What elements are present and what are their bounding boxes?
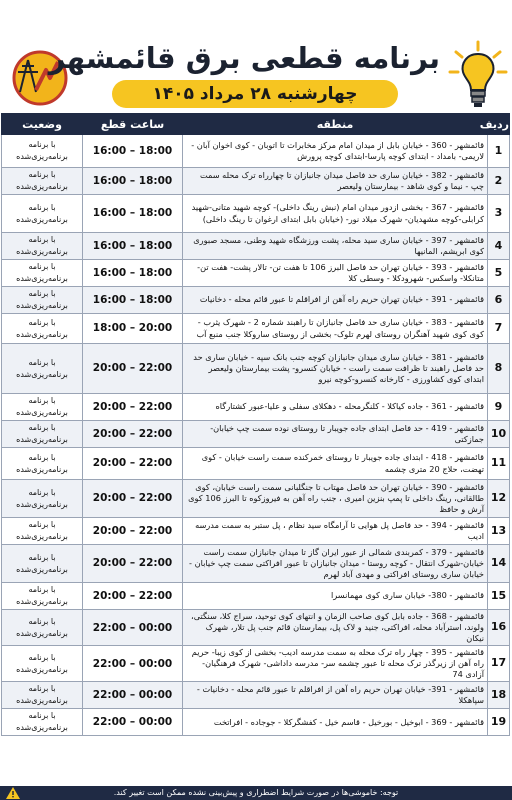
row-area: قائمشهر - 381 - خیابان ساری میدان جانبازان کوچه جنب بانک سپه - خیابان ساری حد حد فاصل راهبند تا ظرافت سمت راست - خیابان کنسرو- پشت بیمارستان ولیعصر ابتدای کوی کشاورزی - کارخانه کنسرو-کوچه نیرو xyxy=(183,344,488,394)
row-outage-time: 16:00 – 18:00 xyxy=(83,260,183,287)
row-area: قائمشهر - 360 - خیابان بابل از میدان امام مرکز مخابرات تا اتوبان - کوی اخوان آبان - لاریمی- بامداد - ابتدای کوچه پارسا-ابتدای کوچه پرورش xyxy=(183,135,488,168)
row-outage-time: 16:00 – 18:00 xyxy=(83,233,183,260)
row-area: قائمشهر - 367 - بخشی ازدور میدان امام (نبش رینگ داخلی)- کوچه شهید متانی-شهید کرابلی-کوچه مشهدیان- شهرک میلاد نور- (خیابان بابل ابتدای ارغوان تا رینگ داخلی) xyxy=(183,195,488,233)
table-row xyxy=(2,709,510,736)
outage-table xyxy=(1,113,510,736)
warning-icon xyxy=(6,787,20,799)
row-status: با برنامه برنامه‌ریزی‌شده xyxy=(2,314,83,344)
row-status: با برنامه برنامه‌ریزی‌شده xyxy=(2,260,83,287)
row-number: 2 xyxy=(488,168,510,195)
table-row xyxy=(2,421,510,448)
table-row xyxy=(2,394,510,421)
row-outage-time: 20:00 – 22:00 xyxy=(83,421,183,448)
row-status: با برنامه برنامه‌ریزی‌شده xyxy=(2,233,83,260)
table-row xyxy=(2,168,510,195)
row-area: قائمشهر - 394 - حد فاصل پل هوایی تا آرامگاه سید نظام ، پل ستبر به سمت مدرسه ادیب xyxy=(183,518,488,545)
row-number: 11 xyxy=(488,448,510,480)
row-status: با برنامه برنامه‌ریزی‌شده xyxy=(2,518,83,545)
row-area: قائمشهر - 361 - جاده کیاکلا - کلنگرمحله - دهکلای سفلی و علیا-عبور کشتارگاه xyxy=(183,394,488,421)
row-outage-time: 16:00 – 18:00 xyxy=(83,168,183,195)
header-row-number: ردیف xyxy=(488,114,510,135)
table-row xyxy=(2,344,510,394)
table-row xyxy=(2,314,510,344)
row-number: 3 xyxy=(488,195,510,233)
row-outage-time: 20:00 – 22:00 xyxy=(83,545,183,583)
row-number: 7 xyxy=(488,314,510,344)
row-status: با برنامه برنامه‌ریزی‌شده xyxy=(2,480,83,518)
row-outage-time: 20:00 – 22:00 xyxy=(83,583,183,610)
row-outage-time: 20:00 – 22:00 xyxy=(83,344,183,394)
table-row xyxy=(2,287,510,314)
table-row xyxy=(2,583,510,610)
row-status: با برنامه برنامه‌ریزی‌شده xyxy=(2,682,83,709)
row-outage-time: 20:00 – 22:00 xyxy=(83,448,183,480)
row-number: 8 xyxy=(488,344,510,394)
row-number: 19 xyxy=(488,709,510,736)
row-area: قائمشهر - 368 - جاده بابل کوی صاحب الزمان و انتهای کوی توحید، سراج کلا، سنگتی، ولوند، استرآباد محله، افراکتی، جنید و لاک پل، بیمارستان قائم جنب پل تلار، شهرک نیکان xyxy=(183,610,488,646)
row-number: 15 xyxy=(488,583,510,610)
row-outage-time: 22:00 – 00:00 xyxy=(83,646,183,682)
row-number: 18 xyxy=(488,682,510,709)
row-area: قائمشهر - 419 - حد فاصل ابتدای جاده جویبار تا روستای نوده سمت چپ خیابان- جمازکتی xyxy=(183,421,488,448)
footer-note: توجه: خاموشی‌ها در صورت شرایط اضطراری و پیش‌بینی نشده ممکن است تغییر کند. xyxy=(113,788,399,797)
row-status: با برنامه برنامه‌ریزی‌شده xyxy=(2,610,83,646)
date-banner: چهارشنبه ۲۸ مرداد ۱۴۰۵ xyxy=(112,80,398,108)
row-outage-time: 16:00 – 18:00 xyxy=(83,135,183,168)
header xyxy=(0,0,512,112)
row-outage-time: 20:00 – 22:00 xyxy=(83,394,183,421)
row-number: 17 xyxy=(488,646,510,682)
row-outage-time: 22:00 – 00:00 xyxy=(83,709,183,736)
row-number: 1 xyxy=(488,135,510,168)
row-outage-time: 18:00 – 20:00 xyxy=(83,314,183,344)
row-area: قائمشهر - 418 - ابتدای جاده جویبار تا روستای خمرکنده سمت راست خیابان - کوی تهضت، حلاج 20 متری چشمه xyxy=(183,448,488,480)
row-status: با برنامه برنامه‌ریزی‌شده xyxy=(2,421,83,448)
table-row xyxy=(2,448,510,480)
table-header-row xyxy=(2,114,510,135)
row-number: 12 xyxy=(488,480,510,518)
row-area: قائمشهر - 395 - چهار راه ترک محله به سمت مدرسه ادیب- بخشی از کوی زیبا- حریم راه آهن از زیرگذر ترک محله تا عبور چشمه سر- مدرسه داداشی- شهرک فرهنگیان- آزادی 74 xyxy=(183,646,488,682)
row-status: با برنامه برنامه‌ریزی‌شده xyxy=(2,394,83,421)
row-outage-time: 20:00 – 22:00 xyxy=(83,480,183,518)
row-area: قائمشهر - 397 - خیابان ساری سید محله، پشت ورزشگاه شهید وطنی، مسجد صبوری کوی ابریشم، المانیها xyxy=(183,233,488,260)
row-status: با برنامه برنامه‌ریزی‌شده xyxy=(2,195,83,233)
table-row xyxy=(2,646,510,682)
row-number: 14 xyxy=(488,545,510,583)
table-row xyxy=(2,545,510,583)
row-number: 16 xyxy=(488,610,510,646)
table-row xyxy=(2,518,510,545)
row-outage-time: 16:00 – 18:00 xyxy=(83,195,183,233)
row-area: قائمشهر - 391- خیابان تهران حریم راه آهن از افراقلم تا عبور قائم محله - دخانیات - سپاهکلا xyxy=(183,682,488,709)
table-row xyxy=(2,480,510,518)
row-status: با برنامه برنامه‌ریزی‌شده xyxy=(2,448,83,480)
light-bulb-icon xyxy=(448,38,508,110)
row-status: با برنامه برنامه‌ریزی‌شده xyxy=(2,135,83,168)
row-area: قائمشهر - 369 - ابوخیل - بورخیل - قاسم خیل - کفشگرکلا - جوجاده - افراتخت xyxy=(183,709,488,736)
row-outage-time: 22:00 – 00:00 xyxy=(83,610,183,646)
header-area: منطقه xyxy=(183,114,488,135)
row-outage-time: 20:00 – 22:00 xyxy=(83,518,183,545)
row-area: قائمشهر - 390 - خیابان تهران حد فاصل مهتاب تا جنگلبانی سمت راست خیابان، کوی طالقانی، رینگ داخلی تا پمپ بنزین امیری ، جنب راه آهن به فیروزکوه تا البرز 106 کوی آرش و حافظ xyxy=(183,480,488,518)
row-status: با برنامه برنامه‌ریزی‌شده xyxy=(2,287,83,314)
table-row xyxy=(2,682,510,709)
header-status: وضعیت xyxy=(2,114,83,135)
row-area: قائمشهر - 382 - خیابان ساری حد فاصل میدان جانبازان تا چهارراه ترک محله سمت چپ - نیما و کوی شاهد - بیمارستان ولیعصر xyxy=(183,168,488,195)
row-number: 13 xyxy=(488,518,510,545)
page-title: برنامه قطعی برق قائمشهر xyxy=(48,41,440,75)
row-status: با برنامه برنامه‌ریزی‌شده xyxy=(2,646,83,682)
row-status: با برنامه برنامه‌ریزی‌شده xyxy=(2,344,83,394)
table-row xyxy=(2,195,510,233)
row-number: 6 xyxy=(488,287,510,314)
row-number: 9 xyxy=(488,394,510,421)
table-row xyxy=(2,135,510,168)
row-number: 5 xyxy=(488,260,510,287)
row-outage-time: 22:00 – 00:00 xyxy=(83,682,183,709)
row-area: قائمشهر - 391 - خیابان تهران حریم راه آهن از افراقلم تا عبور قائم محله - دخانیات xyxy=(183,287,488,314)
footer-note-bar xyxy=(0,786,512,800)
row-number: 4 xyxy=(488,233,510,260)
row-status: با برنامه برنامه‌ریزی‌شده xyxy=(2,583,83,610)
row-outage-time: 16:00 – 18:00 xyxy=(83,287,183,314)
row-status: با برنامه برنامه‌ریزی‌شده xyxy=(2,709,83,736)
row-status: با برنامه برنامه‌ریزی‌شده xyxy=(2,545,83,583)
table-row xyxy=(2,610,510,646)
table-row xyxy=(2,233,510,260)
table-row xyxy=(2,260,510,287)
row-area: قائمشهر - 380- خیابان ساری کوی مهمانسرا xyxy=(183,583,488,610)
row-number: 10 xyxy=(488,421,510,448)
header-time: ساعت قطع xyxy=(83,114,183,135)
row-area: قائمشهر - 379 - کمربندی شمالی از عبور ایران گاز تا میدان جانبازان سمت راست خیابان-شهرک انتقال - کوچه روستا - میدان جانبازان تا عبور افراکتی سمت چپ خیابان - خیابان ساری روستای افراکتی و مهدی آباد لهرم xyxy=(183,545,488,583)
row-status: با برنامه برنامه‌ریزی‌شده xyxy=(2,168,83,195)
row-area: قائمشهر - 393 - خیابان تهران حد فاصل البرز 106 تا هفت تن- تالار پشت- هفت تن- متانکلا- واسکس- شهرودکلا - وسطی کلا xyxy=(183,260,488,287)
row-area: قائمشهر - 383 - خیابان ساری حد فاصل جانبازان تا راهبند شماره 2 - شهرک یثرب - کوی کوی شهید آهنگران روستای لهرم تلوک- بخشی از روستای ساروکلا جنب منبع آب xyxy=(183,314,488,344)
